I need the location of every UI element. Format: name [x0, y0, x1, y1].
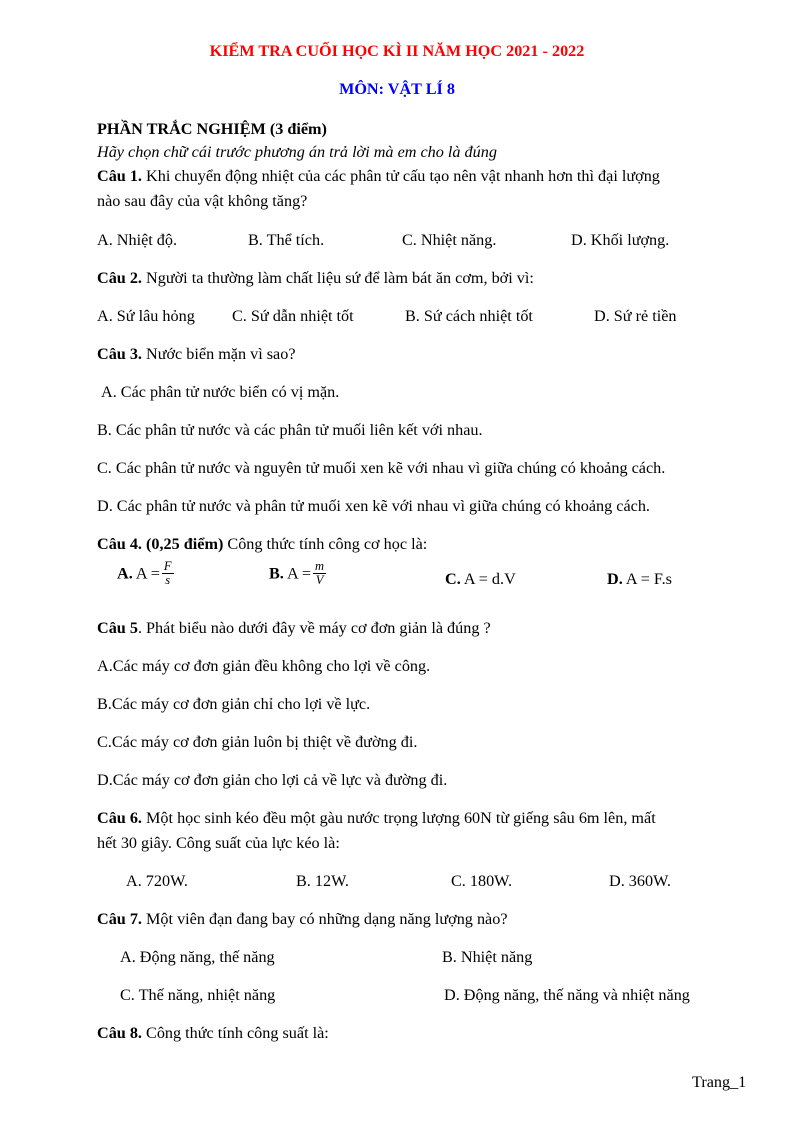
question-2-text: Người ta thường làm chất liệu sứ để làm bát ăn cơm, bởi vì:: [141, 269, 534, 287]
q3-option-b: B. Các phân tử nước và các phân tử muối liên kết với nhau.: [97, 421, 483, 439]
question-8: [97, 1024, 329, 1043]
q4-option-b-text: A =: [283, 564, 311, 583]
q3-option-a: A. Các phân tử nước biển có vị mặn.: [101, 383, 340, 401]
question-6-text-line1: Một học sinh kéo đều một gàu nước trọng lượng 60N từ giếng sâu 6m lên, mất: [141, 809, 656, 827]
q1-option-a: A. Nhiệt độ.: [97, 231, 178, 249]
section-heading: [97, 120, 327, 139]
question-7-text: Một viên đạn đang bay có những dạng năng lượng nào?: [141, 910, 508, 928]
q4-option-c: [445, 570, 516, 589]
q4-option-a-text: A =: [132, 564, 160, 583]
q1-option-d: D. Khối lượng.: [571, 231, 670, 249]
question-1-label: Câu 1.: [97, 167, 142, 185]
q4-option-d: [607, 570, 672, 589]
q4-a-denominator: s: [162, 573, 174, 587]
question-5: [97, 619, 491, 638]
question-3: [97, 345, 296, 364]
question-8-label: Câu 8.: [97, 1024, 142, 1042]
question-5-label: Câu 5: [97, 619, 138, 637]
q6-option-d: D. 360W.: [609, 872, 671, 890]
question-1: [97, 167, 660, 186]
q5-option-b: B.Các máy cơ đơn giản chỉ cho lợi về lực.: [97, 695, 371, 713]
question-6-line2: hết 30 giây. Công suất của lực kéo là:: [97, 834, 340, 852]
q4-option-c-text: A = d.V: [460, 570, 516, 588]
question-4: [97, 535, 427, 554]
question-4-label: Câu 4.: [97, 535, 142, 553]
q4-option-c-letter: C.: [445, 570, 461, 588]
question-6: [97, 809, 656, 828]
q2-option-b: B. Sứ cách nhiệt tốt: [405, 307, 533, 325]
question-1-line2: nào sau đây của vật không tăng?: [97, 192, 308, 210]
q4-option-a-fraction: [162, 560, 174, 587]
q1-option-b: B. Thể tích.: [248, 231, 325, 249]
question-1-text-line1: Khi chuyển động nhiệt của các phân tử cấu tạo nên vật nhanh hơn thì đại lượng: [141, 167, 660, 185]
q2-option-a: A. Sứ lâu hỏng: [97, 307, 195, 325]
question-3-label: Câu 3.: [97, 345, 142, 363]
q4-option-d-letter: D.: [607, 570, 623, 588]
q7-option-a: A. Động năng, thế năng: [120, 948, 275, 966]
exam-title: KIỂM TRA CUỐI HỌC KÌ II NĂM HỌC 2021 - 2022: [209, 42, 585, 60]
q2-option-d: D. Sứ rẻ tiền: [594, 307, 677, 325]
instruction-text: Hãy chọn chữ cái trước phương án trả lời mà em cho là đúng: [97, 143, 497, 161]
page-number: Trang_1: [692, 1073, 747, 1091]
question-4-text: Công thức tính công cơ học là:: [223, 535, 428, 553]
q7-option-b: B. Nhiệt năng: [442, 948, 533, 966]
q3-option-d: D. Các phân tử nước và phân tử muối xen kẽ với nhau vì giữa chúng có khoảng cách.: [97, 497, 650, 515]
question-2-label: Câu 2.: [97, 269, 142, 287]
q4-b-denominator: V: [313, 573, 326, 587]
q4-option-b-letter: B.: [269, 564, 284, 583]
q5-option-d: D.Các máy cơ đơn giản cho lợi cả về lực và đường đi.: [97, 771, 448, 789]
q5-option-a: A.Các máy cơ đơn giản đều không cho lợi về công.: [97, 657, 431, 675]
q4-option-b: [269, 560, 326, 587]
question-7-label: Câu 7.: [97, 910, 142, 928]
q6-option-a: A. 720W.: [126, 872, 188, 890]
question-3-text: Nước biển mặn vì sao?: [141, 345, 296, 363]
q4-option-a-letter: A.: [117, 564, 133, 583]
subject-title: MÔN: VẬT LÍ 8: [339, 80, 455, 98]
q4-option-a: [117, 560, 174, 587]
section-heading-text: PHẦN TRẮC NGHIỆM (3 điểm): [97, 120, 327, 138]
question-2: [97, 269, 534, 288]
q4-b-numerator: m: [315, 559, 325, 573]
question-5-text: . Phát biểu nào dưới đây về máy cơ đơn giản là đúng ?: [137, 619, 491, 637]
q4-option-d-text: A = F.s: [622, 570, 672, 588]
q7-option-d: D. Động năng, thế năng và nhiệt năng: [444, 986, 690, 1004]
question-7: [97, 910, 508, 929]
section-instruction: [97, 143, 497, 162]
q3-option-c: C. Các phân tử nước và nguyên tử muối xen kẽ với nhau vì giữa chúng có khoảng cách.: [97, 459, 666, 477]
q1-option-c: C. Nhiệt năng.: [402, 231, 497, 249]
q4-a-numerator: F: [163, 559, 172, 573]
q2-option-c: C. Sứ dẫn nhiệt tốt: [232, 307, 354, 325]
q6-option-b: B. 12W.: [296, 872, 349, 890]
question-6-label: Câu 6.: [97, 809, 142, 827]
q6-option-c: C. 180W.: [451, 872, 513, 890]
question-4-points: (0,25 điểm): [141, 535, 224, 553]
q7-option-c: C. Thế năng, nhiệt năng: [120, 986, 276, 1004]
question-8-text: Công thức tính công suất là:: [141, 1024, 329, 1042]
q4-option-b-fraction: [313, 560, 326, 587]
q5-option-c: C.Các máy cơ đơn giản luôn bị thiệt về đường đi.: [97, 733, 418, 751]
